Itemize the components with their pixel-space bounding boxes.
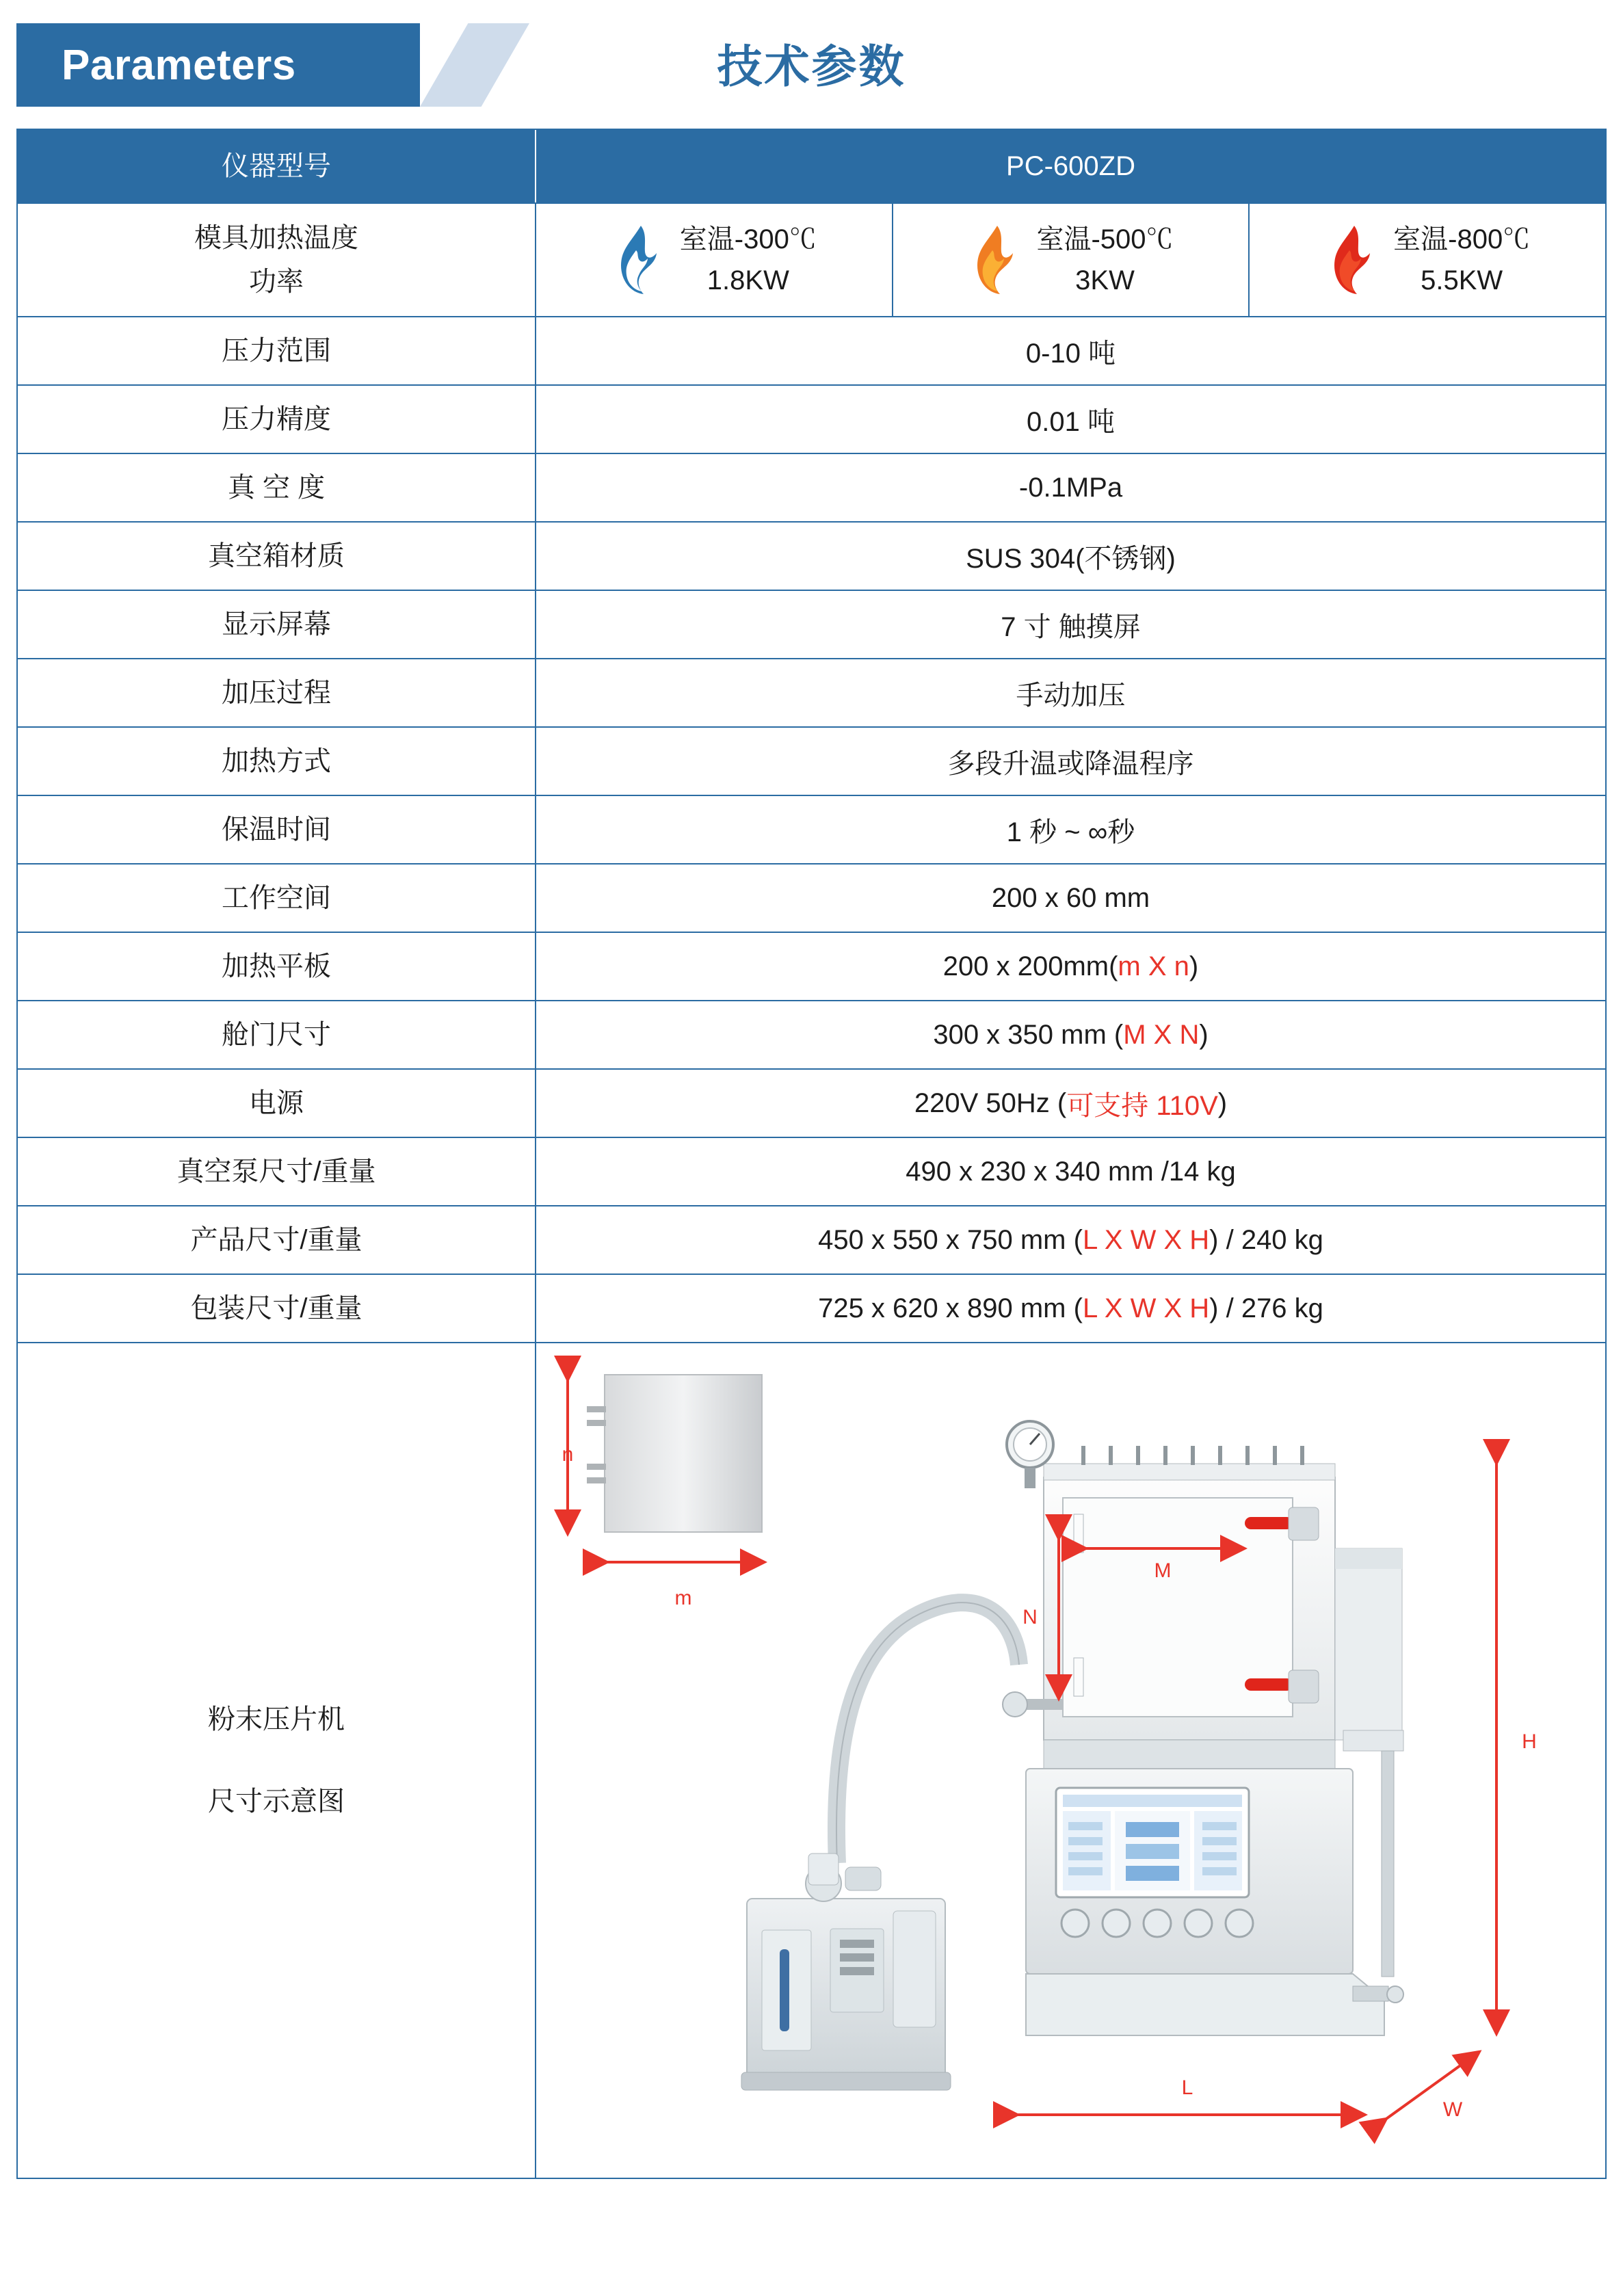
row-label-diagram-line2: 尺寸示意图 — [208, 1786, 345, 1817]
table-row — [18, 865, 1605, 933]
heating-plate-value-post: ) — [1189, 951, 1199, 981]
table-row-product-size — [18, 1206, 1605, 1275]
table-row — [18, 659, 1605, 728]
row-value: 手动加压 — [1016, 680, 1126, 711]
temperature-option-2-power: 3KW — [1075, 265, 1135, 295]
vacuum-hose-illustration — [836, 1602, 1019, 1863]
vacuum-hose-ribs — [836, 1602, 1019, 1863]
vacuum-pump-illustration — [741, 1853, 951, 2090]
row-label-door-size: 舱门尺寸 — [18, 1001, 536, 1068]
row-label-package-size: 包装尺寸/重量 — [18, 1275, 536, 1342]
row-value-heating-plate — [536, 933, 1605, 1000]
machine-base-illustration — [1026, 1730, 1403, 2035]
row-label: 真 空 度 — [18, 454, 536, 521]
header-band-label: Parameters — [62, 41, 296, 89]
temperature-option-1-texts — [680, 219, 817, 301]
heating-plate-value-red: m X n — [1118, 951, 1189, 981]
row-label: 真空箱材质 — [18, 523, 536, 590]
row-value: 多段升温或降温程序 — [947, 748, 1194, 779]
row-label-model: 仪器型号 — [18, 130, 536, 202]
door-size-value-red: M X N — [1123, 1019, 1200, 1050]
row-value: 0-10 吨 — [1025, 338, 1116, 369]
table-row-diagram — [18, 1343, 1605, 2178]
row-label: 压力精度 — [18, 386, 536, 453]
temperature-options — [536, 204, 1605, 316]
row-label: 工作空间 — [18, 865, 536, 932]
plate-height-label: n — [562, 1443, 574, 1466]
row-value-product-size — [536, 1206, 1605, 1274]
temperature-option-2-texts — [1036, 219, 1173, 301]
table-row — [18, 728, 1605, 796]
power-supply-value-pre: 220V 50Hz ( — [914, 1087, 1067, 1118]
package-size-value-red: L X W X H — [1082, 1293, 1210, 1323]
temperature-option-1-power: 1.8KW — [707, 265, 789, 295]
temperature-option-3-power: 5.5KW — [1421, 265, 1503, 295]
table-row — [18, 386, 1605, 454]
heating-plate-value-pre: 200 x 200mm( — [942, 951, 1118, 981]
row-value-pump-size: 490 x 230 x 340 mm /14 kg — [906, 1156, 1236, 1187]
row-value: -0.1MPa — [1018, 472, 1123, 503]
vacuum-chamber-illustration — [1003, 1421, 1402, 1740]
row-label-pump-size: 真空泵尺寸/重量 — [18, 1138, 536, 1205]
dimension-diagram — [536, 1343, 1605, 2178]
product-size-value-post: ) / 240 kg — [1209, 1224, 1323, 1255]
machine-height-label: H — [1522, 1730, 1537, 1753]
temperature-option-1-temp: 室温-300℃ — [679, 224, 817, 254]
row-value-model: PC-600ZD — [536, 130, 1605, 202]
row-value: 7 寸 触摸屏 — [1001, 611, 1141, 642]
temperature-option-3-temp: 室温-800℃ — [1393, 224, 1531, 254]
row-label-power-supply: 电源 — [18, 1070, 536, 1137]
table-row — [18, 317, 1605, 386]
heating-plate-illustration — [587, 1375, 762, 1532]
row-value-door-size — [536, 1001, 1605, 1068]
page-header — [0, 0, 1623, 129]
parameters-table — [16, 129, 1607, 2179]
temperature-option-2-temp: 室温-500℃ — [1036, 224, 1174, 254]
machine-width-dimension — [1384, 2053, 1477, 2120]
machine-width-label: W — [1442, 2098, 1463, 2121]
row-value: SUS 304(不锈钢) — [966, 543, 1176, 574]
row-label: 保温时间 — [18, 796, 536, 863]
product-size-value-pre: 450 x 550 x 750 mm ( — [818, 1224, 1083, 1255]
door-width-label: M — [1154, 1559, 1172, 1582]
row-label: 显示屏幕 — [18, 591, 536, 658]
temperature-option-2 — [893, 204, 1250, 316]
row-label: 加压过程 — [18, 659, 536, 726]
table-row-door-size — [18, 1001, 1605, 1070]
row-label-diagram-line1: 粉末压片机 — [208, 1704, 345, 1734]
door-size-value-pre: 300 x 350 mm ( — [933, 1019, 1124, 1050]
machine-length-label: L — [1181, 2076, 1193, 2099]
row-label-diagram — [18, 1343, 536, 2178]
table-row — [18, 454, 1605, 523]
row-label: 加热方式 — [18, 728, 536, 795]
row-value-package-size — [536, 1275, 1605, 1342]
table-row — [18, 523, 1605, 591]
plate-width-label: m — [674, 1587, 692, 1609]
flame-icon-red — [1325, 223, 1384, 297]
table-row-heating-plate — [18, 933, 1605, 1001]
door-height-label: N — [1022, 1606, 1038, 1628]
table-row-power-supply — [18, 1070, 1605, 1138]
table-row-package-size — [18, 1275, 1605, 1343]
temperature-option-3-texts — [1393, 219, 1530, 301]
row-value: 200 x 60 mm — [991, 882, 1150, 913]
temperature-option-3 — [1250, 204, 1605, 316]
row-label-temperature — [18, 204, 536, 316]
row-value-power-supply — [536, 1070, 1605, 1137]
page-title: 技术参数 — [717, 41, 906, 92]
row-value: 0.01 吨 — [1027, 406, 1115, 437]
row-label: 压力范围 — [18, 317, 536, 384]
door-size-value-post: ) — [1199, 1019, 1209, 1050]
power-supply-value-post: ) — [1217, 1087, 1228, 1118]
table-row-pump-size — [18, 1138, 1605, 1206]
flame-icon-orange — [968, 223, 1027, 297]
flame-icon-blue — [611, 223, 670, 297]
row-label-heating-plate: 加热平板 — [18, 933, 536, 1000]
package-size-value-pre: 725 x 620 x 890 mm ( — [818, 1293, 1083, 1323]
row-label-temperature-line1: 模具加热温度 — [194, 223, 358, 253]
product-size-value-red: L X W X H — [1082, 1224, 1210, 1255]
row-label-product-size: 产品尺寸/重量 — [18, 1206, 536, 1274]
temperature-option-1 — [536, 204, 893, 316]
table-row — [18, 591, 1605, 659]
row-value: 1 秒 ~ ∞秒 — [1006, 817, 1135, 847]
power-supply-value-red: 可支持 110V — [1066, 1090, 1218, 1121]
package-size-value-post: ) / 276 kg — [1209, 1293, 1323, 1323]
row-label-temperature-line2: 功率 — [249, 267, 304, 297]
table-row — [18, 796, 1605, 865]
table-row-model — [18, 130, 1605, 204]
table-row-temperature — [18, 204, 1605, 317]
dimension-diagram-svg — [536, 1343, 1603, 2178]
